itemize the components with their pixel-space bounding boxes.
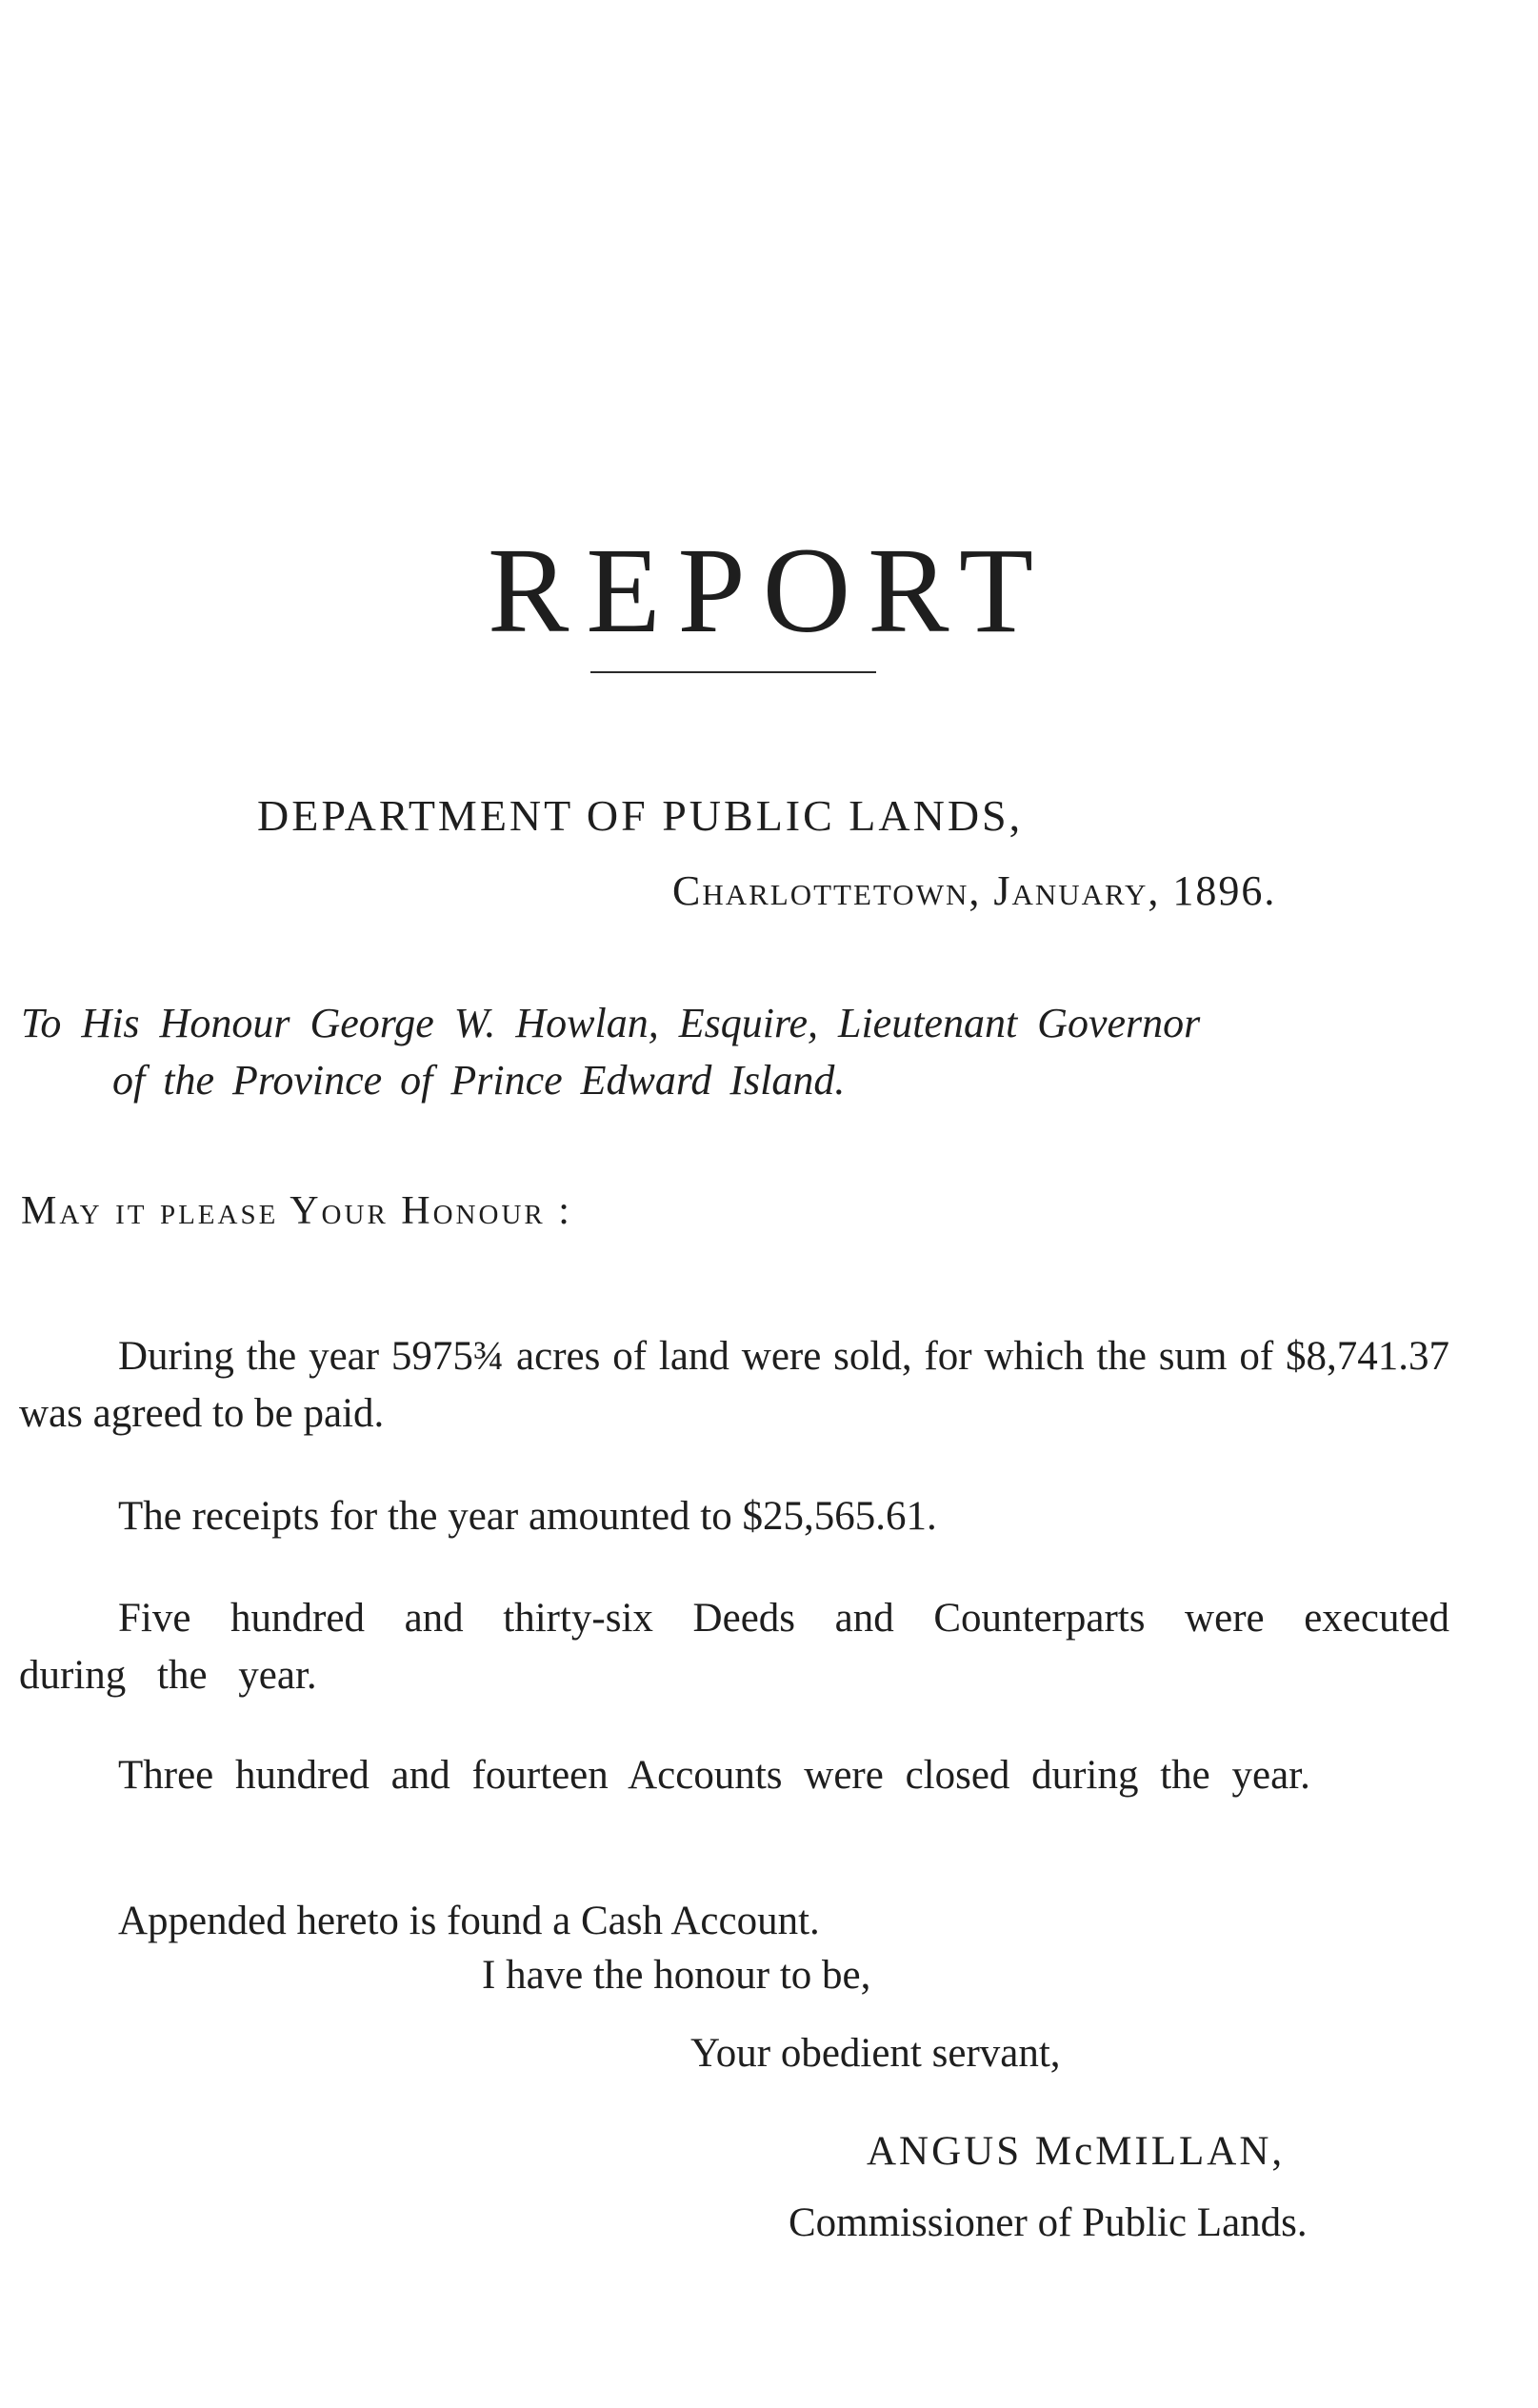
signer-title: Commissioner of Public Lands. bbox=[789, 2200, 1308, 2245]
salutation: May it please Your Honour : bbox=[21, 1189, 572, 1233]
place-date-line: Charlottetown, January, 1896. bbox=[672, 867, 1277, 914]
address-line-2: of the Province of Prince Edward Island. bbox=[112, 1057, 846, 1104]
address-block bbox=[21, 995, 1449, 1109]
paragraph-receipts: The receipts for the year amounted to $25,565.61. bbox=[118, 1494, 937, 1539]
title-divider bbox=[590, 671, 876, 673]
paragraph-accounts: Three hundred and fourteen Accounts were closed during the year. bbox=[118, 1753, 1310, 1798]
paragraph-land-sold: During the year 5975¾ acres of land were sold, for which the sum of $8,741.37 was agreed to be paid. bbox=[19, 1334, 1449, 1436]
report-title: REPORT bbox=[487, 522, 1051, 658]
closing-line-1: I have the honour to be, bbox=[482, 1953, 871, 1998]
signer-name: ANGUS McMILLAN, bbox=[867, 2129, 1286, 2174]
paragraph-deeds: Five hundred and thirty-six Deeds and Counterparts were executed during the year. bbox=[19, 1596, 1449, 1698]
paragraph-cash-account: Appended hereto is found a Cash Account. bbox=[118, 1899, 820, 1943]
closing-line-2: Your obedient servant, bbox=[690, 2031, 1061, 2076]
address-line-1: To His Honour George W. Howlan, Esquire, Lieutenant Governor bbox=[21, 1000, 1201, 1046]
department-heading: DEPARTMENT OF PUBLIC LANDS, bbox=[257, 791, 1024, 840]
